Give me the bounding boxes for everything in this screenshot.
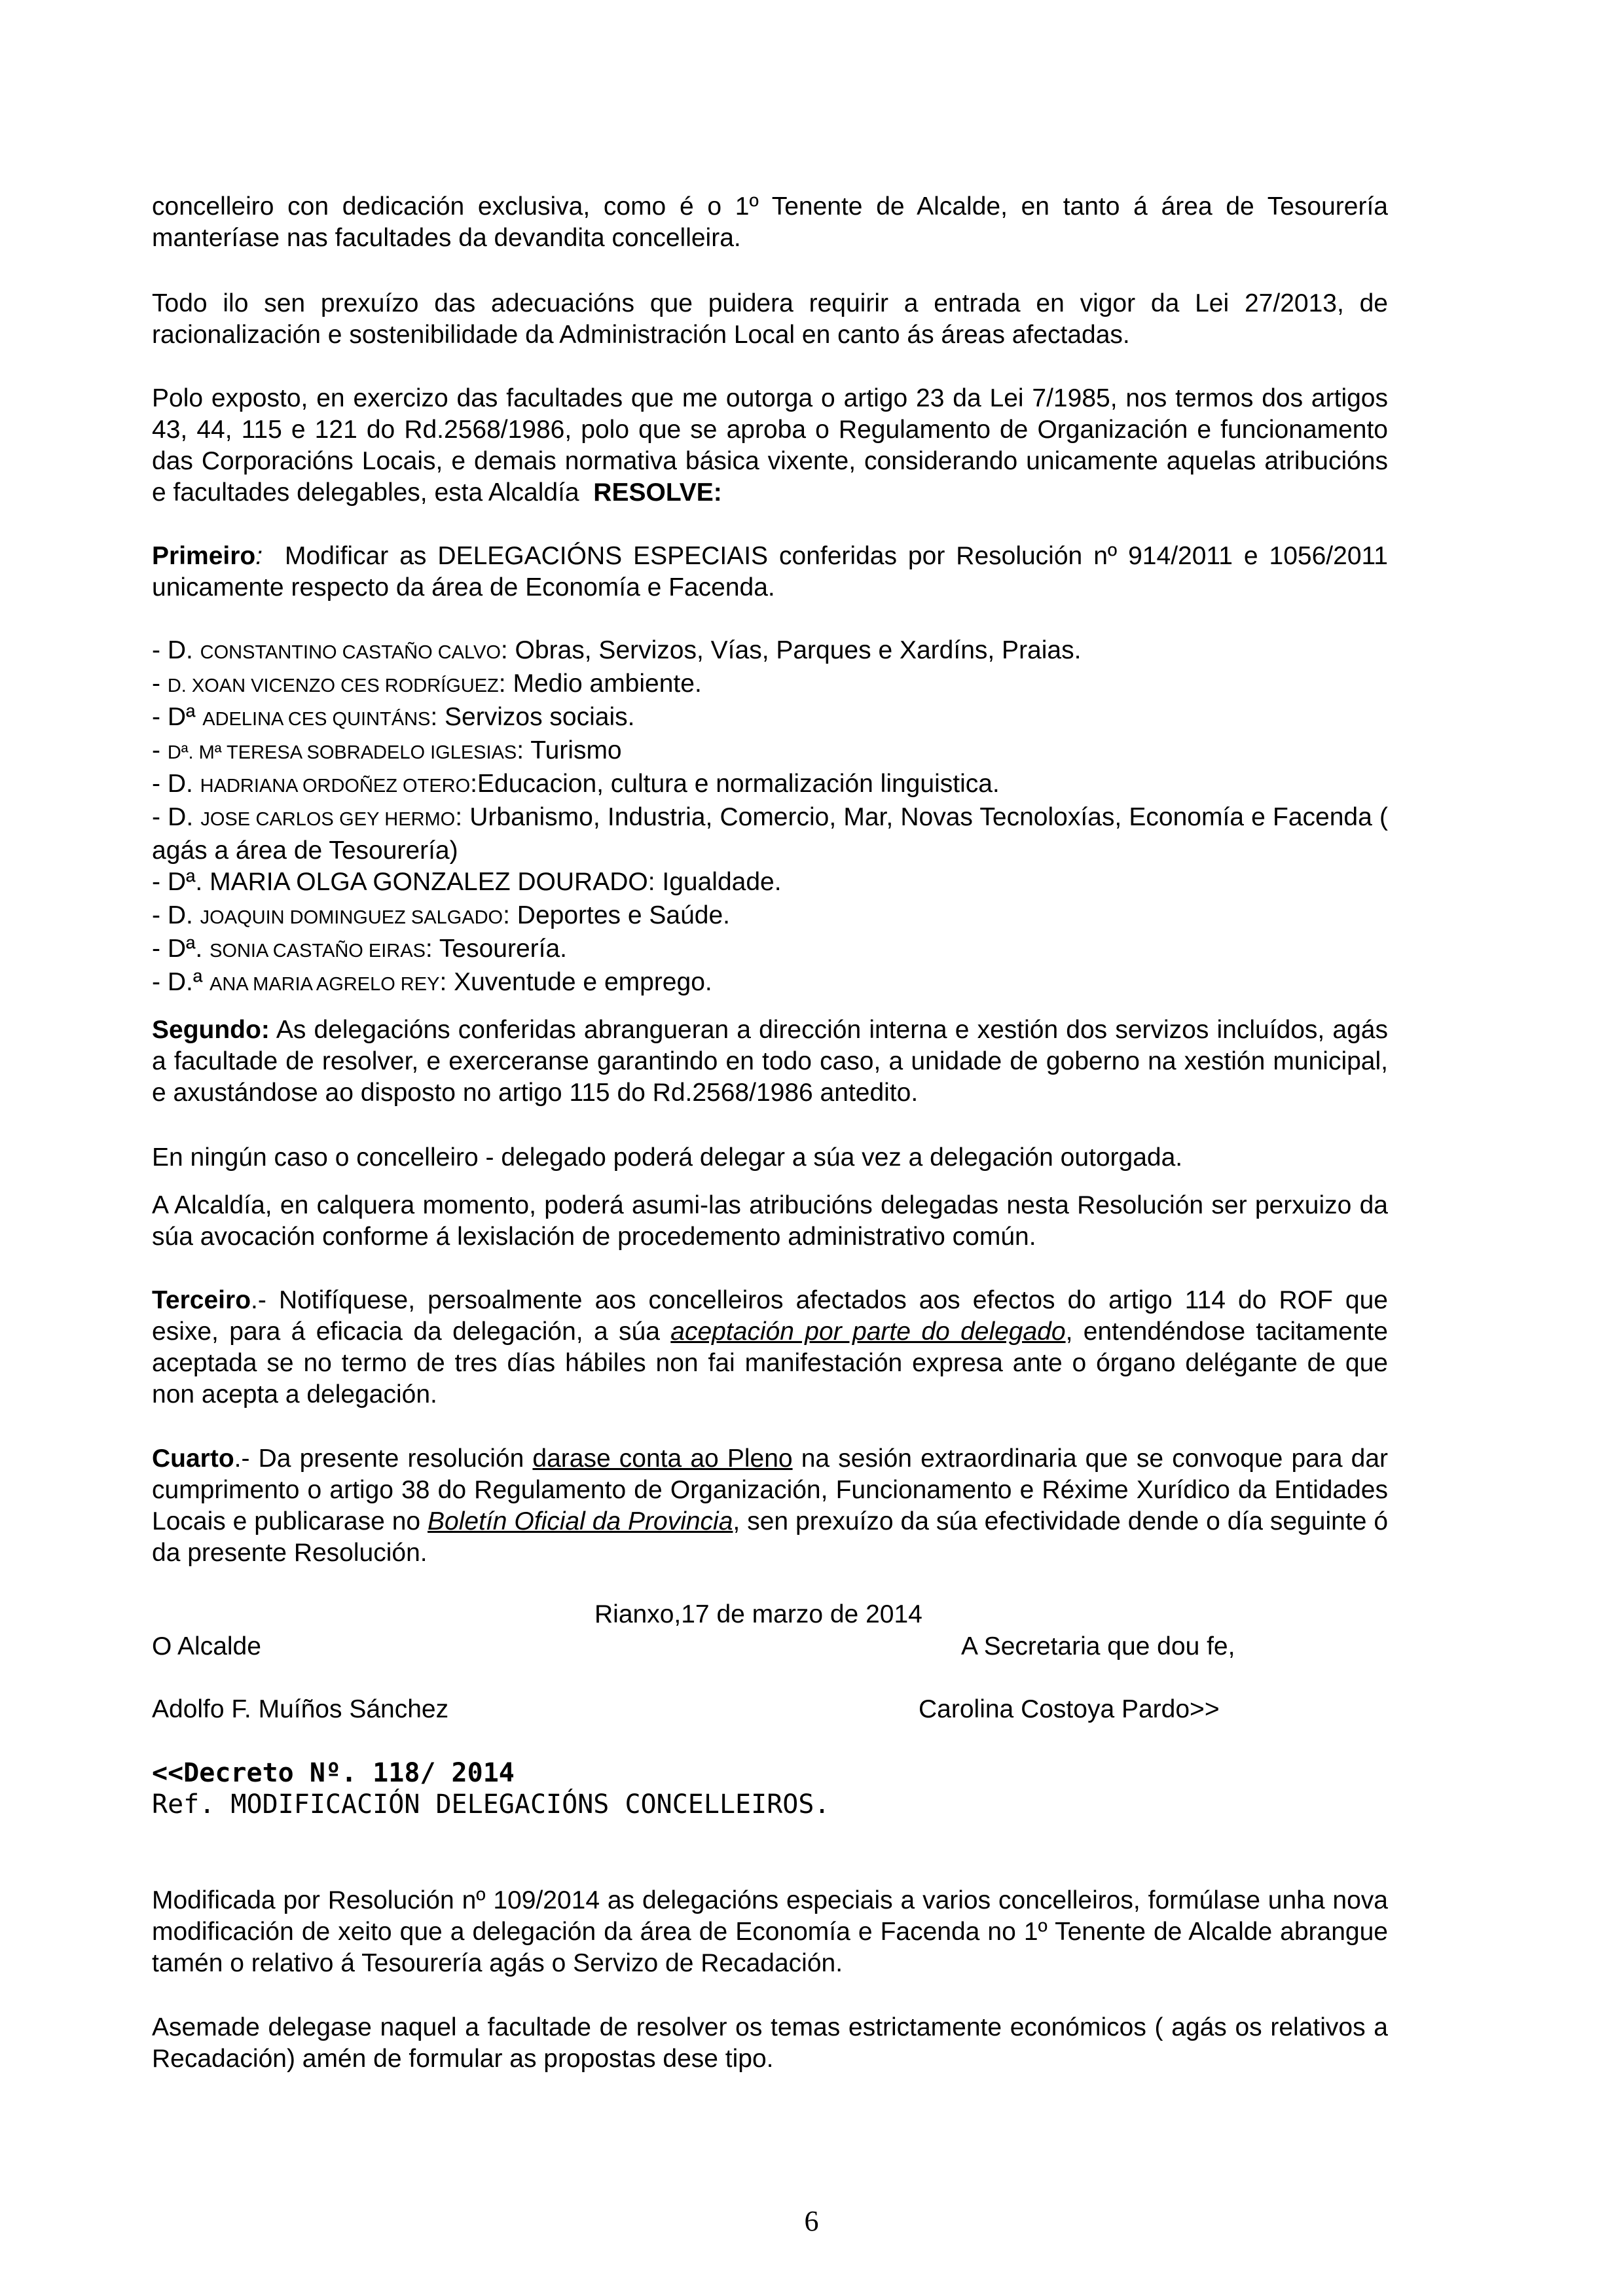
paragraph-text: En ningún caso o concelleiro - delegado poderá delegar a súa vez a delegación outorgada.	[152, 1143, 1183, 1172]
list-item: - D.ª ANA MARIA AGRELO REY: Xuventude e emprego.	[152, 968, 712, 996]
paragraph-alcaldia	[152, 1190, 1388, 1253]
paragraph-text: A Alcaldía, en calquera momento, poderá asumi-las atribucións delegadas nesta Resolución ser perxuizo da súa avocación conforme á lexislación de procedemento administrativo común.	[152, 1191, 1388, 1251]
list-item: - D. JOSE CARLOS GEY HERMO: Urbanismo, Industria, Comercio, Mar, Novas Tecnoloxías, Economía e Facenda ( agás a área de Tesourería)	[152, 803, 1388, 865]
emphasis-text: aceptación por parte do delegado	[670, 1318, 1066, 1346]
paragraph-text: Todo ilo sen prexuízo das adecuacións que puidera requirir a entrada en vigor da Lei 27/2013, de racionalización e sostenibilidade da Administración Local en canto ás áreas afectadas.	[152, 289, 1388, 349]
section-label: Cuarto	[152, 1444, 234, 1473]
place-date: Rianxo,17 de marzo de 2014	[594, 1600, 922, 1628]
paragraph-prexuizo	[152, 288, 1388, 351]
delegations-list	[152, 635, 1388, 1000]
section-label: Terceiro	[152, 1286, 251, 1314]
list-item: - Dª. SONIA CASTAÑO EIRAS: Tesourería.	[152, 935, 567, 963]
paragraph-polo-exposto	[152, 383, 1388, 509]
section-segundo	[152, 1014, 1388, 1109]
list-item: - Dª. Mª TERESA SOBRADELO IGLESIAS: Turismo	[152, 736, 622, 764]
paragraph-text: concelleiro con dedicación exclusiva, como é o 1º Tenente de Alcalde, en tanto á área de Tesourería manteríase nas facultades da devandita concelleira.	[152, 192, 1388, 252]
emphasis-text: Boletín Oficial da Provincia	[428, 1507, 733, 1535]
section-text: As delegacións conferidas abrangueran a dirección interna e xestión dos servizos incluídos, agás a facultade de resolver, e exerceranse garantindo en todo caso, a unidade de goberno na xestión municipal, e axustándose ao disposto no artigo 115 do Rd.2568/1986 antedito.	[152, 1016, 1388, 1107]
list-item: - Dª ADELINA CES QUINTÁNS: Servizos sociais.	[152, 703, 635, 731]
signer-role-right: A Secretaria que dou fe,	[961, 1632, 1235, 1660]
signer-name-left: Adolfo F. Muíños Sánchez	[152, 1695, 449, 1723]
paragraph-ningun-caso	[152, 1142, 1388, 1174]
resolve-heading: RESOLVE:	[593, 478, 722, 507]
page-number: 6	[804, 2205, 819, 2237]
list-item: - Dª. MARIA OLGA GONZALEZ DOURADO: Igualdade.	[152, 868, 782, 896]
underlined-text: darase conta ao Pleno	[532, 1444, 793, 1473]
list-item: - D. HADRIANA ORDOÑEZ OTERO:Educacion, cultura e normalización linguistica.	[152, 770, 1000, 798]
paragraph-text: Asemade delegase naquel a facultade de resolver os temas estrictamente económicos ( agás os relativos a Recadación) amén de formular as propostas dese tipo.	[152, 2013, 1388, 2073]
list-item: - D. CONSTANTINO CASTAÑO CALVO: Obras, Servizos, Vías, Parques e Xardíns, Praias.	[152, 636, 1082, 664]
paragraph-text: Modificada por Resolución nº 109/2014 as delegacións especiais a varios concelleiros, formúlase unha nova modificación de xeito que a delegación da área de Economía e Facenda no 1º Tenente de Alcalde abrangue tamén o relativo á Tesourería agás o Servizo de Recadación.	[152, 1886, 1388, 1977]
section-label: Primeiro	[152, 542, 256, 570]
section-cuarto: Cuarto.- Da presente resolución darase conta ao Pleno na sesión extraordinaria que se convoque para dar cumprimento o artigo 38 do Regulamento de Organización, Funcionamento e Réxime Xurídico da Entidades Locais e publicarase no Boletín Oficial da Provincia, sen prexuízo da súa efectividade dende o día seguinte ó da presente Resolución.	[152, 1444, 1389, 1567]
decree-title: <<Decreto Nº. 118/ 2014	[152, 1758, 515, 1788]
list-item: - D. JOAQUIN DOMINGUEZ SALGADO: Deportes e Saúde.	[152, 901, 731, 929]
decree-header	[152, 1757, 1388, 1820]
paragraph-asemade	[152, 2012, 1388, 2075]
section-terceiro: Terceiro.- Notifíquese, persoalmente aos concelleiros afectados aos efectos do artigo 114 do ROF que esixe, para á eficacia da delegación, a súa aceptación por parte do delegado, entendéndose tacitamente aceptada se no termo de tres días hábiles non fai manifestación expresa ante o órgano delégante de que non acepta a delegación.	[152, 1286, 1388, 1408]
section-label: Segundo:	[152, 1016, 270, 1044]
paragraph-intro	[152, 191, 1388, 254]
signer-name-right: Carolina Costoya Pardo>>	[919, 1695, 1220, 1723]
signer-role-left: O Alcalde	[152, 1632, 261, 1660]
list-item: - D. XOAN VICENZO CES RODRÍGUEZ: Medio ambiente.	[152, 670, 702, 698]
decree-reference: Ref. MODIFICACIÓN DELEGACIÓNS CONCELLEIROS.	[152, 1789, 830, 1820]
section-text: Modificar as DELEGACIÓNS ESPECIAIS conferidas por Resolución nº 914/2011 e 1056/2011 unicamente respecto da área de Economía e Facenda.	[152, 542, 1389, 601]
section-primeiro: Primeiro: Modificar as DELEGACIÓNS ESPECIAIS conferidas por Resolución nº 914/2011 e 1056/2011 unicamente respecto da área de Economía e Facenda.	[152, 542, 1389, 601]
paragraph-text: Polo exposto, en exercizo das facultades que me outorga o artigo 23 da Lei 7/1985, nos termos dos artigos 43, 44, 115 e 121 do Rd.2568/1986, polo que se aproba o Regulamento de Organización e funcionamento das Corporacións Locais, e demais normativa básica vixente, considerando unicamente aquelas atribucións e facultades delegables, esta Alcaldía	[152, 384, 1388, 507]
paragraph-modificada	[152, 1885, 1388, 1979]
